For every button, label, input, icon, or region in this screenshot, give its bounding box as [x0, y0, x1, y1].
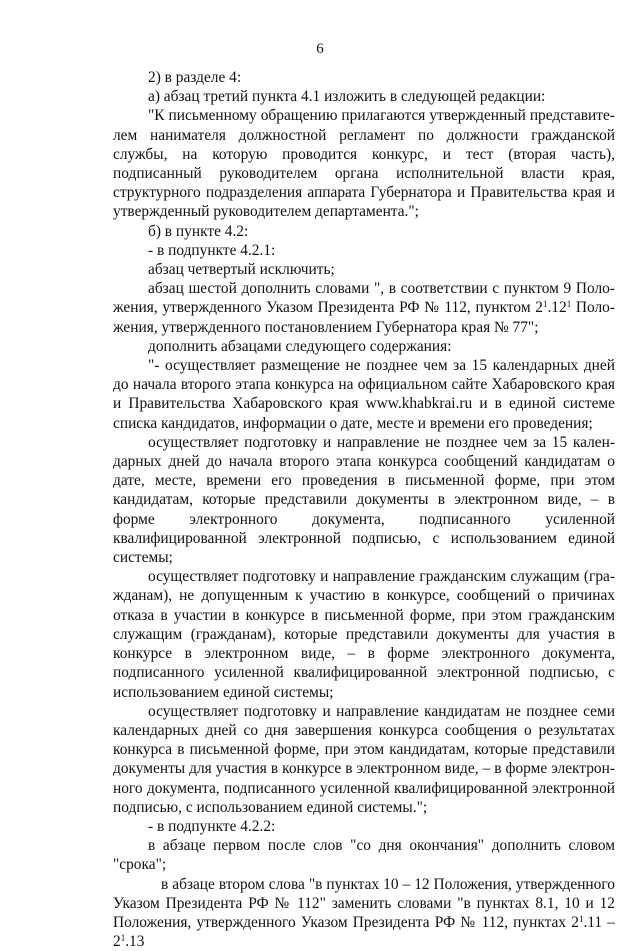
paragraph: "- осуществляет размещение не позднее чем за 15 календарных дней до начала второго этапа конкурса на официальном сайте Хабаровского края и Правительства Хабаровского края www.khabkrai.ru и в единой системе списка кандидатов, информации о дате, месте и времени его проведения; [113, 357, 615, 432]
paragraph: осуществляет подготовку и направление гражданским служащим (гражданам), не допущенным к участию в конкурсе, сообщений о причинах отказа в участии в конкурсе в письменной форме, при этом гражданским служащим (гражданам), которые представили документы для участия в конкурсе в электронном виде, – в форме электронного документа, подписанного усиленной квалифицированной электронной подписью, с использованием единой системы; [113, 568, 615, 701]
paragraph: б) в пункте 4.2: [148, 222, 249, 240]
paragraph: абзац шестой дополнить словами ", в соответствии с пунктом 9 Положения, утвержденного Указом Президента РФ № 112, пунктом $2^1.12^1$ Положения, утвержденного постановлением Губернатора края № 77"; [113, 280, 615, 336]
paragraph: дополнить абзацами следующего содержания: [148, 337, 452, 355]
section-heading: 2) в разделе 4: [148, 69, 242, 86]
paragraph: абзац четвертый исключить; [148, 261, 335, 279]
paragraph: - в подпункте 4.2.1: [148, 241, 276, 259]
paragraph: осуществляет подготовку и направление кандидатам не позднее семи календарных дней со дня завершения конкурса сообщения о результатах конкурса в письменной форме, при этом кандидатам, которые представили документы для участия в конкурсе в электронном виде, – в форме электронного документа, подписанного усиленной квалифицированной электронной подписью, с использованием единой системы."; [113, 702, 615, 816]
paragraph: осуществляет подготовку и направление не позднее чем за 15 календарных дней до начала второго этапа конкурса сообщений кандидатам о дате, месте, времени его проведения в письменной форме, при этом кандидатам, которые представили документы в электронном виде, – в форме электронного документа, подписанного усиленной квалифицированной электронной подписью, с использованием единой системы; [113, 433, 615, 567]
paragraph: в абзаце первом после слов "со дня окончания" дополнить словом "срока"; [113, 837, 615, 874]
paragraph: а) абзац третий пункта 4.1 изложить в следующей редакции: [148, 88, 546, 106]
paragraph: "К письменному обращению прилагаются утвержденный представителем нанимателя должностной регламент по должности гражданской службы, на которую проводится конкурс, и тест (вторая часть), подписанный руководителем органа исполнительной власти края, структурного подразделения аппарата Губернатора и Правительства края и утвержденный руководителем департамента."; [113, 107, 615, 221]
paragraph: в абзаце втором слова "в пунктах 10 – 12 Положения, утвержденного Указом Президента РФ № 112" заменить словами "в пунктах 8.1, 10 и 12 Положения, утвержденного Указом Президента РФ № 112, пунктах $2^1.11 - 2^1.13$ [113, 875, 615, 951]
page-number: 6 [316, 41, 324, 57]
paragraph: - в подпункте 4.2.2: [148, 817, 276, 835]
document-body [113, 68, 615, 951]
